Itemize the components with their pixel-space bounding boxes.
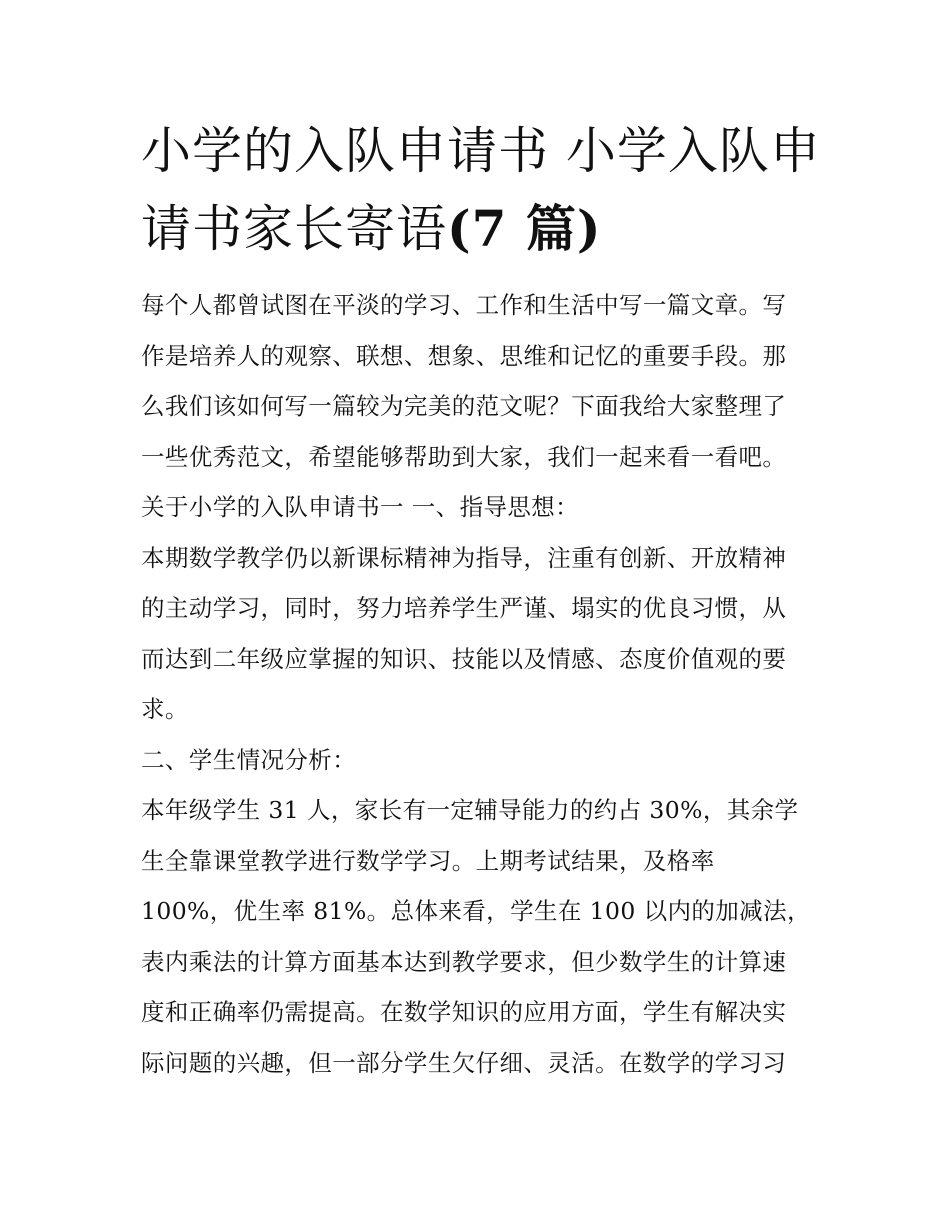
body-line: 作是培养人的观察、联想、想象、思维和记忆的重要手段。那 bbox=[141, 341, 787, 370]
body-line: 么我们该如何写一篇较为完美的范文呢？下面我给大家整理了 bbox=[141, 392, 787, 420]
document-title bbox=[141, 112, 821, 268]
body-line: 表内乘法的计算方面基本达到教学要求，但少数学生的计算速 bbox=[141, 947, 787, 976]
body-line: 本年级学生 31 人，家长有一定辅导能力的约占 30%，其余学 bbox=[141, 796, 799, 824]
body-line: 际问题的兴趣，但一部分学生欠仔细、灵活。在数学的学习习 bbox=[141, 1048, 787, 1077]
title-line-1: 小学的入队申请书 小学入队申 bbox=[141, 122, 821, 180]
title-count: (7 篇) bbox=[447, 199, 602, 258]
title-line-2-text: 请书家长寄语 bbox=[141, 200, 447, 258]
section-heading-1: 关于小学的入队申请书一 一、指导思想： bbox=[141, 493, 580, 521]
body-line: 每个人都曾试图在平淡的学习、工作和生活中写一篇文章。写 bbox=[141, 291, 787, 319]
body-line: 度和正确率仍需提高。在数学知识的应用方面，学生有解决实 bbox=[141, 998, 787, 1026]
body-line: 本期数学教学仍以新课标精神为指导，注重有创新、开放精神 bbox=[141, 543, 787, 572]
body-line: 而达到二年级应掌握的知识、技能以及情感、态度价值观的要 bbox=[141, 644, 787, 673]
title-line-2 bbox=[141, 190, 821, 268]
body-line: 一些优秀范文，希望能够帮助到大家，我们一起来看一看吧。 bbox=[141, 442, 787, 471]
document-body bbox=[141, 280, 821, 1088]
body-line: 的主动学习，同时，努力培养学生严谨、塌实的优良习惯，从 bbox=[141, 594, 787, 622]
body-line: 生全靠课堂教学进行数学学习。上期考试结果，及格率 bbox=[141, 846, 715, 875]
body-line: 求。 bbox=[141, 695, 189, 723]
body-line: 100%，优生率 81%。总体来看，学生在 100 以内的加减法， bbox=[141, 897, 811, 925]
section-heading-2: 二、学生情况分析： bbox=[141, 745, 357, 774]
